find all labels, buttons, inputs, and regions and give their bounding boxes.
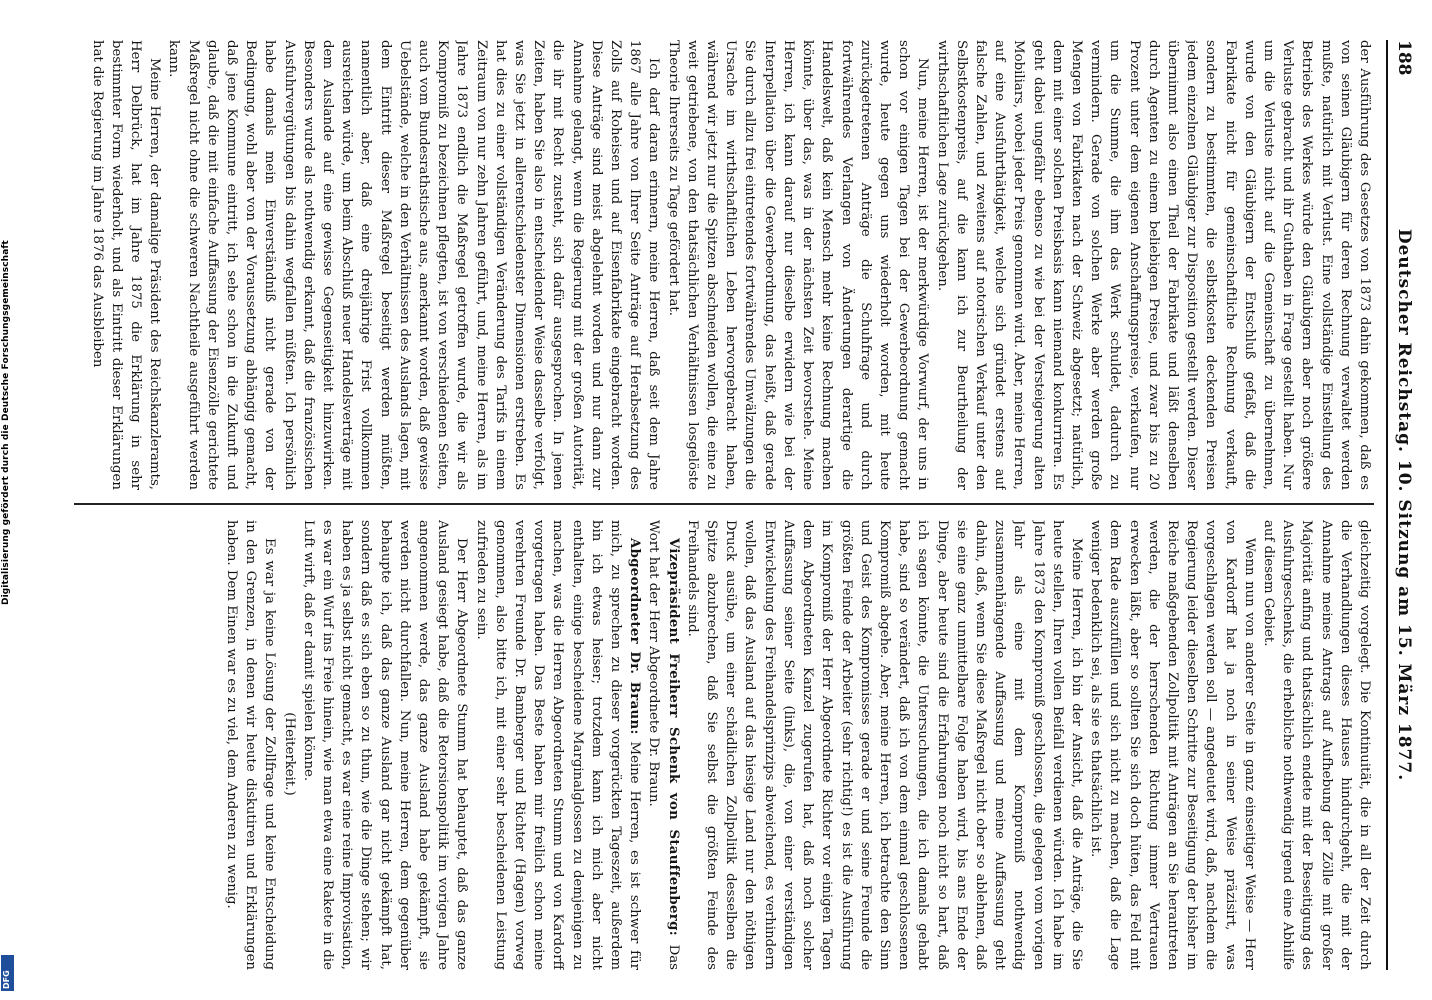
paragraph: Ich darf daran erinnern, meine Herren, daß seit dem Jahre 1867 alle Jahre von Ihrer Seite Anträge auf Herabsetzung des Zolls auf Roheisen und auf Eisenfabrikate eingebracht worden. Diese Anträge sind meist abgelehnt worden und nur dann zur Annahme gelangt, wenn die Regierung mit der großen Autorität, die ihr mit Recht zusteht, sich dafür ausgesprochen. In jenen Zeiten, haben Sie also in entscheidender Weise dasselbe verfolgt, was Sie jetzt in allerentschiedenster Dimensionen erstreben. Es hat dies zu einer vollständigen Veränderung des Tarifs in einem Zeitraum von nur zehn Jahren geführt, und, meine Herren, als im Jahre 1873 endlich die Maßregel getroffen wurde, die wir als Kompromiß zu bezeichnen pflegten, ist von verschiedenen Seiten, auch vom Bundesrathstische aus, anerkannt worden, daß gewisse Uebelstände, welche in den Verhältnissen des Auslands lagen, mit dem Eintritt dieser Maßregel beseitigt werden müßten, namentlich aber, daß eine dreijährige Frist vollkommen ausreichen würde, um beim Abschluß neuer Handelsverträge mit dem Auslande auf eine gewisse Gegenseitigkeit hinzuwirken. Besonders wurde als nothwendig erkannt, daß die französischen Ausfuhrvergütungen bis dahin wegfallen müßten. Ich persönlich habe damals mein Einverständniß nicht gerade von der Bedingung, wohl aber von der Voraussetzung abhängig gemacht, daß jene Kommune eintritt, ich sehe schon in die Zukunft und glaube, daß die mit einfache Auffassung der Eisenzölle gerichtete Maßregel nicht ohne die schweren Nachtheile ausgeführt werden kann.	[166, 40, 662, 490]
credit-text: Digitalisierung gefördert durch die Deutsche Forschungsgemeinschaft	[1, 240, 11, 605]
paragraph: Der Herr Abgeordnete Stumm hat behauptet, daß das ganze Ausland gesiegt habe, daß die Retorsionspolitik im vorigen Jahre angenommen werde, das ganze Ausland habe gekämpft, sie werden nicht durchfallen. Nun, meine Herren, dem gegenüber behaupte ich, daß das ganze Ausland gar nicht gekämpft hat, sondern daß es sich eben so zu thun, wie die Dinge stehen; wir haben es ja selbst nicht gemacht, es war eine reine Improvisation, es war ein Wurf ins Freie hinein, wie man etwa eine Rakete in die Luft wirft, daß er damit spielen könne.	[300, 520, 470, 970]
applause-note: (Heiterkeit.)	[281, 712, 297, 796]
paragraph: der Ausführung des Gesetzes von 1873 dahin gekommen, daß es von seinen Gläubigern für deren Rechnung verwaltet werden mußte, natürlich mit Verlust. Eine vollständige Einstellung des Betriebs des Werkes würde den Gläubigern aber noch größere Verluste gebracht und ihr Guthaben in Frage gestellt haben. Nur um die Verluste nicht auf die Gemeinschaft zu übernehmen, wurde von den Gläubigern der Entschluß gefaßt, daß die Fabrikate nicht für gemeinschaftliche Rechnung verkauft, sondern zu bestimmten, die selbstkosten deckenden Preisen jedem einzelnen Gläubiger zur Disposition gestellt werden. Dieser übernimmt also einen Theil der Fabrikate und läßt denselben durch Agenten zu einem beliebigen Preise, und zwar bis zu 20 Prozent unter dem eigenen Anschaffungspreise, verkaufen, nur um die Summe, die ihm das Werk schuldet, dadurch zu vermindern. Gerade von solchen Werke aber werden große Mengen von Fabrikaten nach der Schweiz abgesetzt; natürlich, denn mit einer solchen Preisbasis kann niemand konkurriren. Es geht dabei ungefähr ebenso zu wie bei der Versteigerung alten Mobiliars, wobei jeder Preis genommen wird. Aber, meine Herren, auf eine Ausfuhrthätigkeit, welche sich gründet erstens auf falsche Zahlen, und zweitens auf notorischen Verkauf unter den Selbstkostenpreis, auf die kann ich zur Beurtheilung der wirthschaftlichen Lage zurückgehen.	[934, 40, 1372, 490]
left-column	[64, 40, 1374, 490]
dfg-logo-icon	[1, 955, 14, 991]
speaker-name: Vizepräsident Freiherr Schenk von Stauffenberg:	[665, 538, 681, 936]
paragraph: Meine Herren, ich bin der Ansicht, daß die Anträge, die Sie heute stellen, Ihren vollen Beifall verdienen würden. Ich habe im Jahre 1873 den Kompromiß geschlossen, die gelegen vom vorigen Jahr als eine mit dem Kompromiß nothwendig zusammenhängende Auffassung und meine Auffassung geht dahin, daß, wenn Sie diese Maßregel nicht ober so ablehnen, daß sie eine ganz unmittelbare Folge haben wird, bis ans Ende der Dinge, aber heute sind die Erfahrungen noch nicht so hart, daß ich sagen könnte, die Untersuchungen, die ich damals gehabt habe, sind so verändert, daß ich von dem einmal geschlossenen Kompromiß abgehe. Aber, meine Herren, ich betrachte den Sinn und Geist des Kompromisses gerade er und seine Freunde die größten Feinde der Arbeiter (sehr richtig!) es ist die Ausführung im Kompromiß der Herr Abgeordnete Richter vor einigen Tagen dem Abgeordneten Kanzel zugerufen hat, daß noch solcher Auffassung seiner Seite (links), die, von einer verständigen Entwickelung des Freihandelsprinzips abweichend, es verhindern wollen, daß das Ausland auf das hiesige Land nur den nöthigen Druck ausübe, um einer schädlichen Zollpolitik desselben die Spitze abzubrechen, daß Sie selbst die größten Feinde des Freihandels sind.	[684, 520, 1084, 970]
dfg-logo-label: DFG	[2, 970, 11, 989]
speaker-paragraph	[644, 520, 682, 970]
speech-text: Meine Herren, es ist schwer für mich, zu sprechen zu dieser vorgerückten Tageszeit, außerdem bin ich etwas heiser; trotzdem kann ich mich aber nicht enthalten, einige bescheidene Marginalglossen zu demjenigen zu machen, was die Herren Abgeordneten Stumm und von Kardorff vorgetragen haben. Das Beste haben mir freilich schon meine verehrten Freunde Dr. Bamberger und Richter (Hagen) vorweg genommen, also bitte ich, mit einer sehr bescheidenen Leistung zufrieden zu sein.	[473, 520, 643, 970]
page-header	[1386, 40, 1414, 970]
paragraph: Nun, meine Herren, ist der merkwürdige Vorwurf, der uns in schon vor einigen Tagen bei der Gewerbeordnung gemacht wurde, heute gegen uns wiederholt worden, mit heute zurückgetretenen Anträge die Schuhfrage und durch fortwährendes Verlangen von Änderungen derartige die Handelswelt, daß kein Mensch mehr keine Rechnung machen könnte, über das, was in der nächsten Zeit bevorstehe. Meine Herren, ich kann darauf nur dieselbe erwidern wie bei der Interpellation über die Gewerbeordnung, das heißt, daß gerade Sie durch allzu frei eintretendes fortwährendes Umwälzungen die Ursache im wirthschaftlichen Leben hervorgebracht haben, während wir jetzt nur die Spitzen abschneiden wollen, die eine zu weit getriebene, von den thatsächlichen Verhältnissen losgelöste Theorie Ihrerseits zu Tage gefördert hat.	[665, 40, 931, 490]
scanned-page	[32, 0, 1432, 1000]
paragraph: gleichzeitig vorgelegt. Die Kontinuität, die in all der Zeit durch die Verhandlungen dieses Hauses hindurchgeht, die mit der Annahme meines Antrags auf Aufhebung der Zölle mit großer Majorität anfing und thatsächlich endete mit der Beseitigung des Ausfuhrgeschenks, die erhebliche nothwendig irgend eine Abhilfe auf diesem Gebiet.	[1260, 520, 1372, 970]
speech-text: Das Wort hat der Herr Abgeordnete Dr. Braun.	[646, 520, 681, 970]
column-divider	[74, 503, 1374, 505]
speaker-paragraph	[471, 520, 644, 970]
running-title: Deutscher Reichstag. 10. Sitzung am 15. März 1877.	[1394, 228, 1414, 782]
paragraph: Meine Herren, der damalige Präsident des Reichskanzleramts, Herr Delbrück, hat im Jahre 1875 die Erklärung in sehr bestimmter Form wiederholt, und als Eintritt dieser Erklärungen hat die Regierung im Jahre 1876 das Ausbleiben	[89, 40, 163, 490]
digitization-credit-strip	[0, 0, 16, 1000]
right-column	[64, 520, 1374, 970]
paragraph: Es war ja keine Lösung der Zollfrage und keine Entscheidung in den Grenzen, in denen wir heute diskutiren und Erklärungen haben. Dem Einen war es zu viel, dem Anderen zu wenig.	[224, 520, 278, 970]
page-number: 188	[1394, 40, 1414, 76]
paragraph: Wenn nun von anderer Seite in ganz einseitiger Weise — Herr von Kardorff hat ja noch in seiner Weise präzisirt, was vorgeschlagen werden soll — angedeutet wird, daß, nachdem die Regierung leider dieselben Schritte zur Beseitigung der bisher im Reiche maßgebenden Zollpolitik mit Anträgen an Sie herantreten werden, die der herrschenden Richtung immer Vertrauen erwecken läßt, aber so sollten Sie sich doch hüten, das Feld mit dem Rade auszufüllen und sich nicht zu machen, daß die Lage weniger bedenklich sei, als sie es thatsächlich ist.	[1088, 520, 1257, 970]
speaker-name: Abgeordneter Dr. Braun:	[627, 538, 643, 735]
